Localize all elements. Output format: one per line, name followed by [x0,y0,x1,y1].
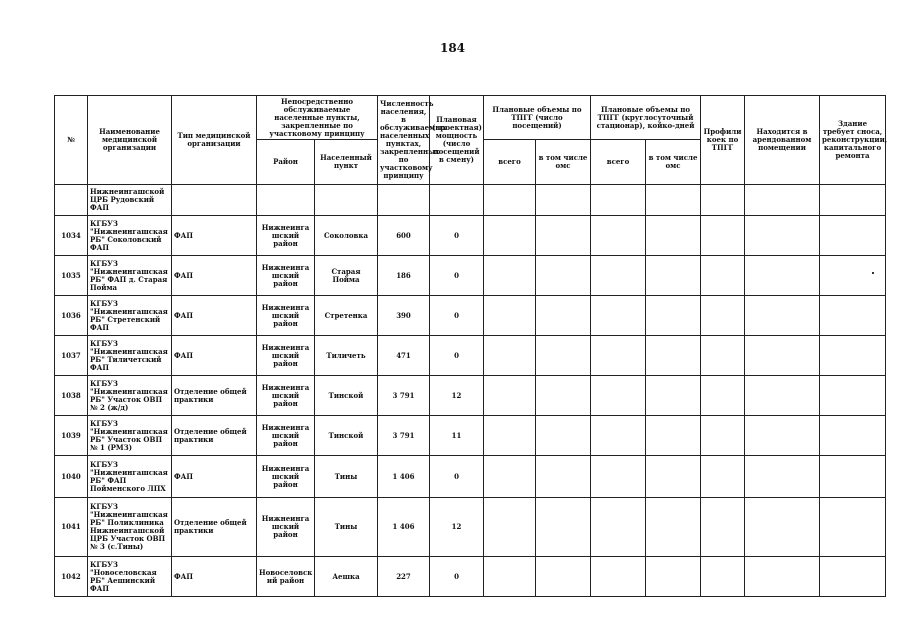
cell-type: ФАП [172,256,257,296]
cell-capacity: 0 [430,456,484,498]
table-row [55,557,886,597]
cell-org-name: КГБУЗ "Нижнеингашская РБ" Тиличетский ФАП [88,336,172,376]
header-visits-oms: в том числе омс [536,140,591,185]
cell-district: Нижнеинга шский район [257,296,315,336]
cell-type: Отделение общей практики [172,498,257,557]
page-number: 184 [439,41,466,55]
cell-population: 186 [378,256,430,296]
cell-locality: Тины [315,456,378,498]
cell-org-name: КГБУЗ "Нижнеингашская РБ" Стретенский ФАП [88,296,172,336]
header-capacity: Плановая (проектная) мощность (число посещений в смену) [430,96,484,185]
cell-type: ФАП [172,557,257,597]
cell-district: Нижнеинга шский район [257,456,315,498]
facility-table [54,95,886,597]
header-type: Тип медицинской организации [172,96,257,185]
header-visits-total: всего [484,140,536,185]
cell-locality: Соколовка [315,216,378,256]
cell-capacity: 0 [430,216,484,256]
cell-population: 471 [378,336,430,376]
cell-population: 3 791 [378,376,430,416]
header-rented: Находится в арендованном помещении [745,96,820,185]
cell-locality: Старая Пойма [315,256,378,296]
header-repair: Здание требует сноса, реконструкции, капитального ремонта [820,96,886,185]
cell-num: 1037 [55,336,88,376]
cell-population: 3 791 [378,416,430,456]
cell-population: 227 [378,557,430,597]
header-district: Район [257,140,315,185]
table-row [55,296,886,336]
cell-population: 600 [378,216,430,256]
header-hospital-group: Плановые объемы по ТПГГ (круглосуточный стационар), койко-дней [591,96,701,140]
cell-type: ФАП [172,216,257,256]
header-row-1 [55,96,886,140]
cell-num: 1039 [55,416,88,456]
cell-capacity: 0 [430,256,484,296]
cell-type: ФАП [172,456,257,498]
cell-org-name: КГБУЗ "Нижнеингашская РБ" ФАП д. Старая Пойма [88,256,172,296]
cell-population: 1 406 [378,456,430,498]
cell-org-name: КГБУЗ "Нижнеингашская РБ" Участок ОВП № 1 (РМЗ) [88,416,172,456]
cell-num: 1041 [55,498,88,557]
cell-capacity: 12 [430,498,484,557]
cell-num: 1038 [55,376,88,416]
header-population: Численность населения, в обслуживаемых населенных пунктах, закрепленных по участковому принципу [378,96,430,185]
cell-num: 1036 [55,296,88,336]
cell-district: Нижнеинга шский район [257,416,315,456]
cell-num: 1035 [55,256,88,296]
header-profiles: Профили коек по ТПГГ [701,96,745,185]
cell-locality: Тиличеть [315,336,378,376]
cell-capacity: 0 [430,296,484,336]
cell-capacity: 0 [430,557,484,597]
cell-district: Нижнеинга шский район [257,498,315,557]
cell-district: Нижнеинга шский район [257,256,315,296]
cell-locality: Тинской [315,376,378,416]
cell-district: Новоселовск ий район [257,557,315,597]
cell-capacity: 0 [430,336,484,376]
cell-num [55,185,88,216]
header-locality: Населенный пункт [315,140,378,185]
cell-org-name: КГБУЗ "Нижнеингашская РБ" Участок ОВП № 2 (ж/д) [88,376,172,416]
cell-type: ФАП [172,336,257,376]
table-row [55,256,886,296]
cell-num: 1040 [55,456,88,498]
table-row [55,216,886,256]
cell-population: 1 406 [378,498,430,557]
cell-district: Нижнеинга шский район [257,216,315,256]
cell-capacity: 11 [430,416,484,456]
cell-capacity: 12 [430,376,484,416]
table-row-continuation [55,185,886,216]
cell-population: 390 [378,296,430,336]
cell-locality: Тины [315,498,378,557]
cell-org-name: КГБУЗ "Нижнеингашская РБ" ФАП Пойменского ЛПХ [88,456,172,498]
table-row [55,416,886,456]
scan-speck [872,272,874,274]
table-row [55,376,886,416]
cell-district: Нижнеинга шский район [257,336,315,376]
header-hospital-total: всего [591,140,646,185]
cell-org-name: КГБУЗ "Новоселовская РБ" Аешинский ФАП [88,557,172,597]
cell-district: Нижнеинга шский район [257,376,315,416]
header-num: № [55,96,88,185]
cell-num: 1034 [55,216,88,256]
header-hospital-oms: в том числе омс [646,140,701,185]
cell-num: 1042 [55,557,88,597]
header-served-group: Непосредственно обслуживаемые населенные пункты, закрепленные по участковому принципу [257,96,378,140]
cell-org-name: КГБУЗ "Нижнеингашская РБ" Поликлиника Нижнеингашской ЦРБ Участок ОВП № 3 (с.Тины) [88,498,172,557]
cell-org-name: Нижнеингашской ЦРБ Рудовский ФАП [88,185,172,216]
cell-org-name: КГБУЗ "Нижнеингашская РБ" Соколовский ФАП [88,216,172,256]
cell-locality: Аешка [315,557,378,597]
cell-type: Отделение общей практики [172,376,257,416]
header-org-name: Наименование медицинской организации [88,96,172,185]
table-row [55,336,886,376]
cell-type: Отделение общей практики [172,416,257,456]
table-row [55,456,886,498]
header-visits-group: Плановые объемы по ТПГГ (число посещений) [484,96,591,140]
cell-locality: Стретенка [315,296,378,336]
cell-locality: Тинской [315,416,378,456]
cell-type: ФАП [172,296,257,336]
table-row [55,498,886,557]
